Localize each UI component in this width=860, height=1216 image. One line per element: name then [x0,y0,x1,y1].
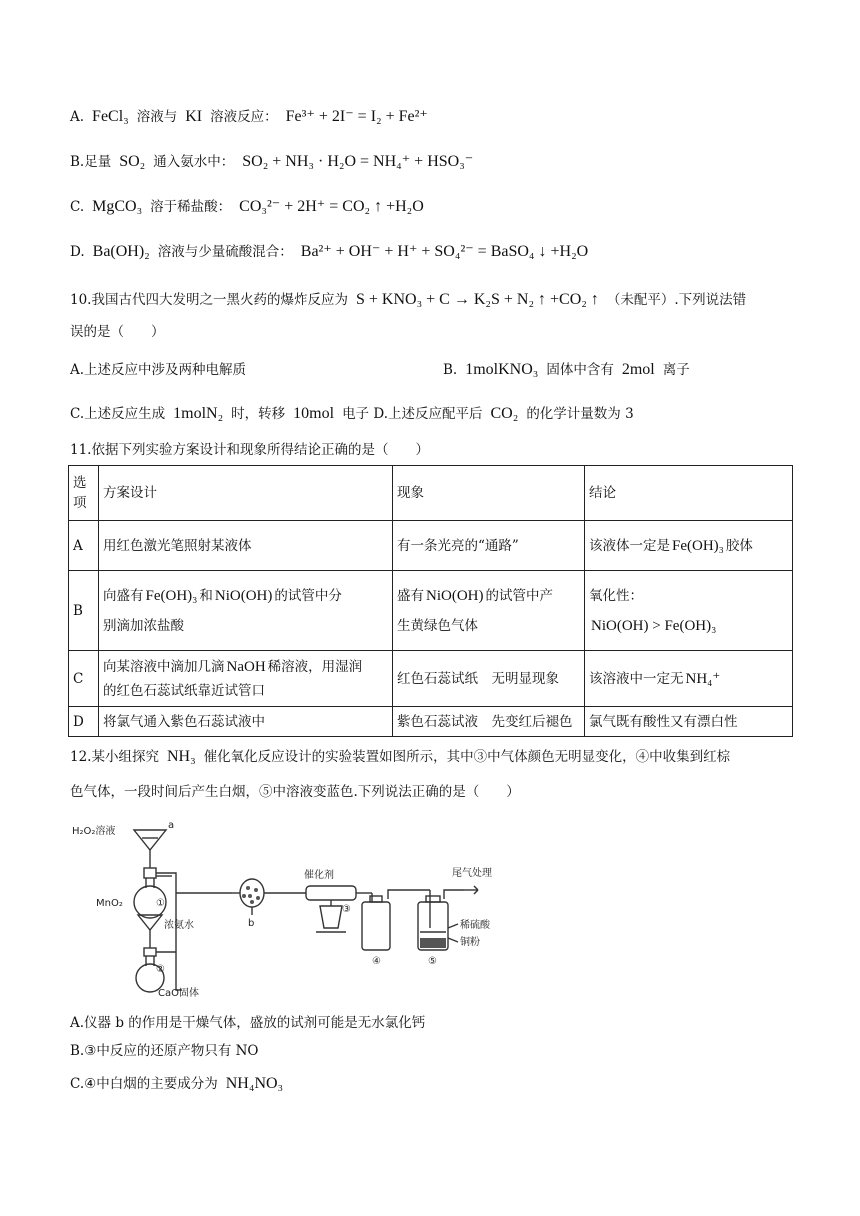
table-row: B 向盛有 Fe(OH)₃ 和 NiO(OH) 的试管中分 别滴加浓盐酸 盛有 NiO(OH) 的试管中产 生黄绿色气体 氧化性： NiO(OH) > Fe(OH)₃ [69,571,793,651]
label-n4: ④ [372,956,381,967]
q12-option-b: B.③中反应的还原产物只有 NO [70,1043,259,1059]
label-n5: ⑤ [428,956,437,967]
label-n2: ② [156,964,165,975]
label-tail: 尾气处理 [452,868,492,879]
table-header-row [69,466,793,521]
q10-option-d: D.上述反应配平后 CO₂ 的化学计量数为 3 [373,405,634,422]
equation: SO₂ + NH₃ · H₂O = NH₄⁺ + HSO₃⁻ [242,153,474,170]
q12-option-c: C.④中白烟的主要成分为 NH₄NO₃ [70,1075,284,1092]
label-n1: ① [156,898,165,909]
q10-option-a: A.上述反应中涉及两种电解质 [70,362,247,378]
label-ammonia: 浓氨水 [164,920,194,931]
table-row: C 向某溶液中滴加几滴 NaOH 稀溶液，用湿润 的红色石蕊试纸靠近试管口 红色石蕊试纸 无明显现象 该溶液中一定无 NH₄⁺ [69,651,793,707]
table-row: D 将氯气通入紫色石蕊试液中 紫色石蕊试液 先变红后褪色 氯气既有酸性又有漂白性 [69,707,793,737]
q12-stem-cont: 色气体，一段时间后产生白烟，⑤中溶液变蓝色.下列说法正确的是（ ） [70,784,520,800]
q10-option-b: B. 1molKNO₃ 固体中含有 2mol 离子 [443,361,690,378]
equation: Ba²⁺ + OH⁻ + H⁺ + SO₄²⁻ = BaSO₄ ↓ +H₂O [300,243,589,260]
q9-option-d: D. Ba(OH)₂ 溶液与少量硫酸混合： Ba²⁺ + OH⁻ + H⁺ + SO₄²⁻ = BaSO₄ ↓ +H₂O [70,243,589,260]
label-acid: 稀硫酸 [460,920,490,931]
experiment-apparatus-diagram [72,820,512,1000]
label-b: b [248,918,255,929]
q10-option-c: C.上述反应生成 1molN₂ 时，转移 10mol 电子 [70,405,370,422]
label-n3: ③ [342,904,351,915]
label-mno2: MnO₂ [96,898,123,909]
header-conclusion: 结论 [585,466,793,521]
q11-table [68,465,793,737]
header-phenomenon: 现象 [393,466,585,521]
label-catalyst: 催化剂 [304,870,334,881]
label-cu: 铜粉 [460,937,480,948]
equation: CO₃²⁻ + 2H⁺ = CO₂ ↑ +H₂O [239,198,424,215]
q10-stem: 10.我国古代四大发明之一黑火药的爆炸反应为 S + KNO₃ + C → K₂S + N₂ ↑ +CO₂ ↑ （未配平）.下列说法错 [70,291,747,308]
q10-options-cd [70,404,634,424]
q11-stem: 11.依据下列实验方案设计和现象所得结论正确的是（ ） [70,442,429,458]
equation: Fe³⁺ + 2I⁻ = I₂ + Fe²⁺ [285,108,428,125]
label-cao: CaO固体 [158,988,199,999]
table-row: A 用红色激光笔照射某液体 有一条光亮的“通路” 该液体一定是 Fe(OH)₃ 胶体 [69,521,793,571]
q9-option-b: B.足量 SO₂ 通入氨水中： SO₂ + NH₃ · H₂O = NH₄⁺ + HSO₃⁻ [70,153,474,170]
q10-options-ab [70,360,790,380]
label-a: a [168,820,175,831]
q9-option-c: C. MgCO₃ 溶于稀盐酸： CO₃²⁻ + 2H⁺ = CO₂ ↑ +H₂O [70,198,424,215]
header-option: 选项 [69,466,99,521]
q9-option-a: A. FeCl₃ 溶液与 KI 溶液反应： Fe³⁺ + 2I⁻ = I₂ + Fe²⁺ [70,108,428,125]
header-design: 方案设计 [99,466,393,521]
equation: S + KNO₃ + C → K₂S + N₂ ↑ +CO₂ ↑ [355,291,599,308]
label-h2o2: H₂O₂溶液 [72,826,116,837]
q10-stem-cont: 误的是（ ） [70,324,165,340]
q12-stem: 12.某小组探究 NH₃ 催化氧化反应设计的实验装置如图所示，其中③中气体颜色无明显变化，④中收集到红棕 [70,748,731,765]
q12-option-a: A.仪器 b 的作用是干燥气体，盛放的试剂可能是无水氯化钙 [70,1015,426,1031]
